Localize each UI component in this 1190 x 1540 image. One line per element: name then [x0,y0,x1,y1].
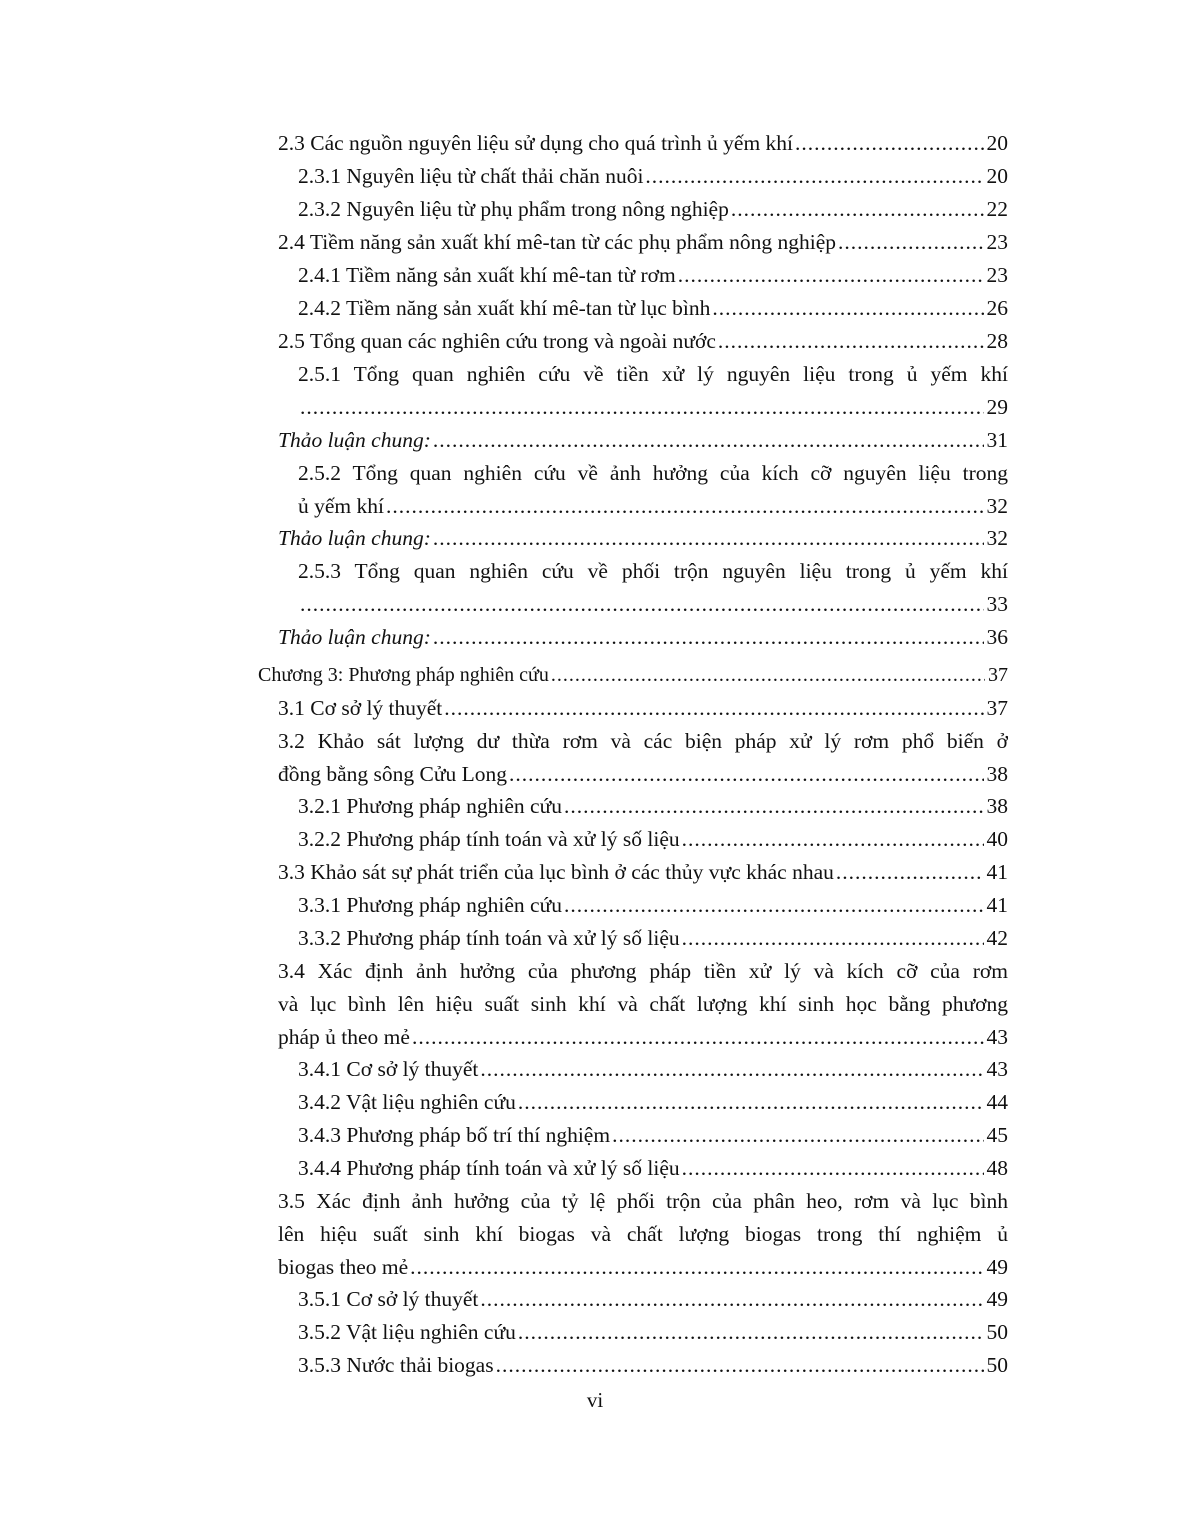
toc-page-number: 38 [986,762,1008,786]
toc-page-number: 37 [988,664,1008,686]
toc-entry-label-line[interactable]: 2.5.1 Tổng quan nghiên cứu về tiền xử lý nguyên liệu trong ủ yếm khí [298,362,1008,386]
toc-entry-label: 2.3.1 Nguyên liệu từ chất thải chăn nuôi [298,164,644,188]
page-number-footer: vi [586,1388,604,1412]
toc-leader [433,621,984,654]
toc-entry-label: 3.4.3 Phương pháp bố trí thí nghiệm [298,1123,611,1147]
toc-entry[interactable] [298,790,1008,823]
toc-entry-label: 3.3 Khảo sát sự phát triển của lục bình ở các thủy vực khác nhau [278,860,834,884]
toc-entry-label: 2.3 Các nguồn nguyên liệu sử dụng cho quá trình ủ yếm khí [278,131,794,155]
toc-entry[interactable] [298,1152,1008,1185]
toc-page-number: 44 [986,1090,1008,1114]
toc-page-number: 22 [986,197,1008,221]
toc-leader [480,1053,983,1086]
toc-entry[interactable] [278,127,1008,160]
toc-page-number: 37 [986,696,1008,720]
toc-leader [836,856,984,889]
toc-page-number: 36 [986,625,1008,649]
toc-page-number: 23 [986,263,1008,287]
toc-leader [682,1152,984,1185]
toc-leader [645,160,983,193]
toc-leader [480,1283,983,1316]
toc-entry[interactable] [298,823,1008,856]
toc-entry[interactable] [278,758,1008,791]
toc-leader [678,259,984,292]
toc-entry[interactable] [278,692,1008,725]
toc-entry[interactable] [278,325,1008,358]
toc-leader [551,659,985,692]
toc-entry[interactable] [298,1119,1008,1152]
toc-entry[interactable] [298,193,1008,226]
toc-entry[interactable] [298,922,1008,955]
toc-page-number: 48 [986,1156,1008,1180]
toc-leader [444,692,983,725]
toc-page-number: 20 [986,131,1008,155]
toc-leader [564,790,984,823]
toc-page-number: 49 [986,1255,1008,1279]
toc-entry-label-line[interactable]: 3.5 Xác định ảnh hưởng của tỷ lệ phối trộn của phân heo, rơm và lục bình [278,1189,1008,1213]
toc-entry-label: Thảo luận chung: [278,526,431,550]
toc-page-number: 43 [986,1057,1008,1081]
toc-leader [731,193,984,226]
toc-leader [712,292,983,325]
toc-entry-label: 3.3.2 Phương pháp tính toán và xử lý số liệu [298,926,680,950]
toc-leader [612,1119,983,1152]
toc-page-number: 42 [986,926,1008,950]
toc-entry[interactable] [298,1349,1008,1382]
toc-page-number: 28 [986,329,1008,353]
toc-entry-label-line[interactable]: 2.5.2 Tổng quan nghiên cứu về ảnh hưởng của kích cỡ nguyên liệu trong [298,461,1008,485]
toc-entry[interactable] [298,391,1008,424]
toc-entry-label: đồng bằng sông Cửu Long [278,762,508,786]
toc-entry-discussion[interactable] [278,621,1008,654]
toc-page-number: 20 [986,164,1008,188]
toc-entry-label: 3.2.1 Phương pháp nghiên cứu [298,794,562,818]
toc-page-number: 40 [986,827,1008,851]
toc-page-number: 41 [986,893,1008,917]
toc-entry-discussion[interactable] [278,424,1008,457]
toc-leader [838,226,983,259]
toc-entry-label: 2.4 Tiềm năng sản xuất khí mê-tan từ các phụ phẩm nông nghiệp [278,230,837,254]
toc-entry-label-line[interactable]: 2.5.3 Tổng quan nghiên cứu về phối trộn nguyên liệu trong ủ yếm khí [298,559,1008,583]
toc-entry[interactable] [298,160,1008,193]
toc-entry[interactable] [278,856,1008,889]
toc-entry-label: 2.4.1 Tiềm năng sản xuất khí mê-tan từ rơm [298,263,676,287]
toc-entry[interactable] [278,226,1008,259]
toc-entry[interactable] [298,588,1008,621]
toc-entry[interactable] [298,490,1008,523]
toc-page-number: 50 [986,1320,1008,1344]
toc-page-number: 32 [986,526,1008,550]
toc-leader [564,889,984,922]
toc-page-number: 33 [986,592,1008,616]
toc-entry-label-line[interactable]: và lục bình lên hiệu suất sinh khí và chất lượng khí sinh học bằng phương [278,992,1008,1016]
toc-entry-label: 3.4.2 Vật liệu nghiên cứu [298,1090,516,1114]
toc-entry-label: Thảo luận chung: [278,428,431,452]
toc-page-number: 38 [986,794,1008,818]
toc-entry-label: 3.4.4 Phương pháp tính toán và xử lý số liệu [298,1156,680,1180]
toc-leader [509,758,983,791]
toc-entry[interactable] [278,1251,1008,1284]
toc-entry-label: 2.4.2 Tiềm năng sản xuất khí mê-tan từ lục bình [298,296,711,320]
toc-page-number: 23 [986,230,1008,254]
toc-entry-label: pháp ủ theo mẻ [278,1025,410,1049]
toc-entry-label: 3.1 Cơ sở lý thuyết [278,696,443,720]
toc-entry-label: 3.3.1 Phương pháp nghiên cứu [298,893,562,917]
toc-entry[interactable] [298,889,1008,922]
toc-entry-label: 3.5.2 Vật liệu nghiên cứu [298,1320,516,1344]
toc-page-number: 31 [986,428,1008,452]
toc-page-number: 49 [986,1287,1008,1311]
toc-page-number: 26 [986,296,1008,320]
toc-entry[interactable] [298,1316,1008,1349]
toc-entry-label: 3.4.1 Cơ sở lý thuyết [298,1057,479,1081]
toc-entry-label-line[interactable]: lên hiệu suất sinh khí biogas và chất lượng biogas trong thí nghiệm ủ [278,1222,1008,1246]
toc-leader [433,424,984,457]
toc-entry-label: Thảo luận chung: [278,625,431,649]
toc-leader [412,1021,984,1054]
toc-entry-label: 3.5.3 Nước thải biogas [298,1353,494,1377]
toc-entry-discussion[interactable] [278,522,1008,555]
toc-leader [300,391,984,424]
toc-page-number: 41 [986,860,1008,884]
toc-entry-label: 3.5.1 Cơ sở lý thuyết [298,1287,479,1311]
toc-leader [433,522,984,555]
toc-leader [518,1316,984,1349]
toc-entry[interactable] [298,1086,1008,1119]
toc-entry[interactable] [298,1053,1008,1086]
toc-entry[interactable] [298,1283,1008,1316]
toc-entry-label-line[interactable]: 3.2 Khảo sát lượng dư thừa rơm và các biện pháp xử lý rơm phổ biến ở [278,729,1008,753]
toc-entry-label: biogas theo mẻ [278,1255,409,1279]
toc-entry[interactable] [298,292,1008,325]
toc-leader [410,1251,983,1284]
toc-entry[interactable] [278,1021,1008,1054]
toc-page-number: 32 [986,494,1008,518]
toc-entry-label-line[interactable]: 3.4 Xác định ảnh hưởng của phương pháp tiền xử lý và kích cỡ của rơm [278,959,1008,983]
toc-page-number: 43 [986,1025,1008,1049]
toc-page-number: 45 [986,1123,1008,1147]
toc-leader [682,823,984,856]
toc-leader [518,1086,984,1119]
toc-entry[interactable] [298,259,1008,292]
toc-entry-label: Chương 3: Phương pháp nghiên cứu [258,664,549,686]
toc-leader [496,1349,984,1382]
toc-page-number: 50 [986,1353,1008,1377]
toc-leader [795,127,983,160]
toc-leader [682,922,984,955]
toc-entry-label: 2.5 Tổng quan các nghiên cứu trong và ngoài nước [278,329,716,353]
toc-entry-label: 3.2.2 Phương pháp tính toán và xử lý số liệu [298,827,680,851]
toc-entry-label: ủ yếm khí [298,494,384,518]
toc-leader [300,588,984,621]
toc-page-number: 29 [986,395,1008,419]
toc-leader [718,325,984,358]
toc-entry-label: 2.3.2 Nguyên liệu từ phụ phẩm trong nông nghiệp [298,197,729,221]
toc-chapter-entry[interactable] [258,659,1008,692]
toc-leader [386,490,984,523]
